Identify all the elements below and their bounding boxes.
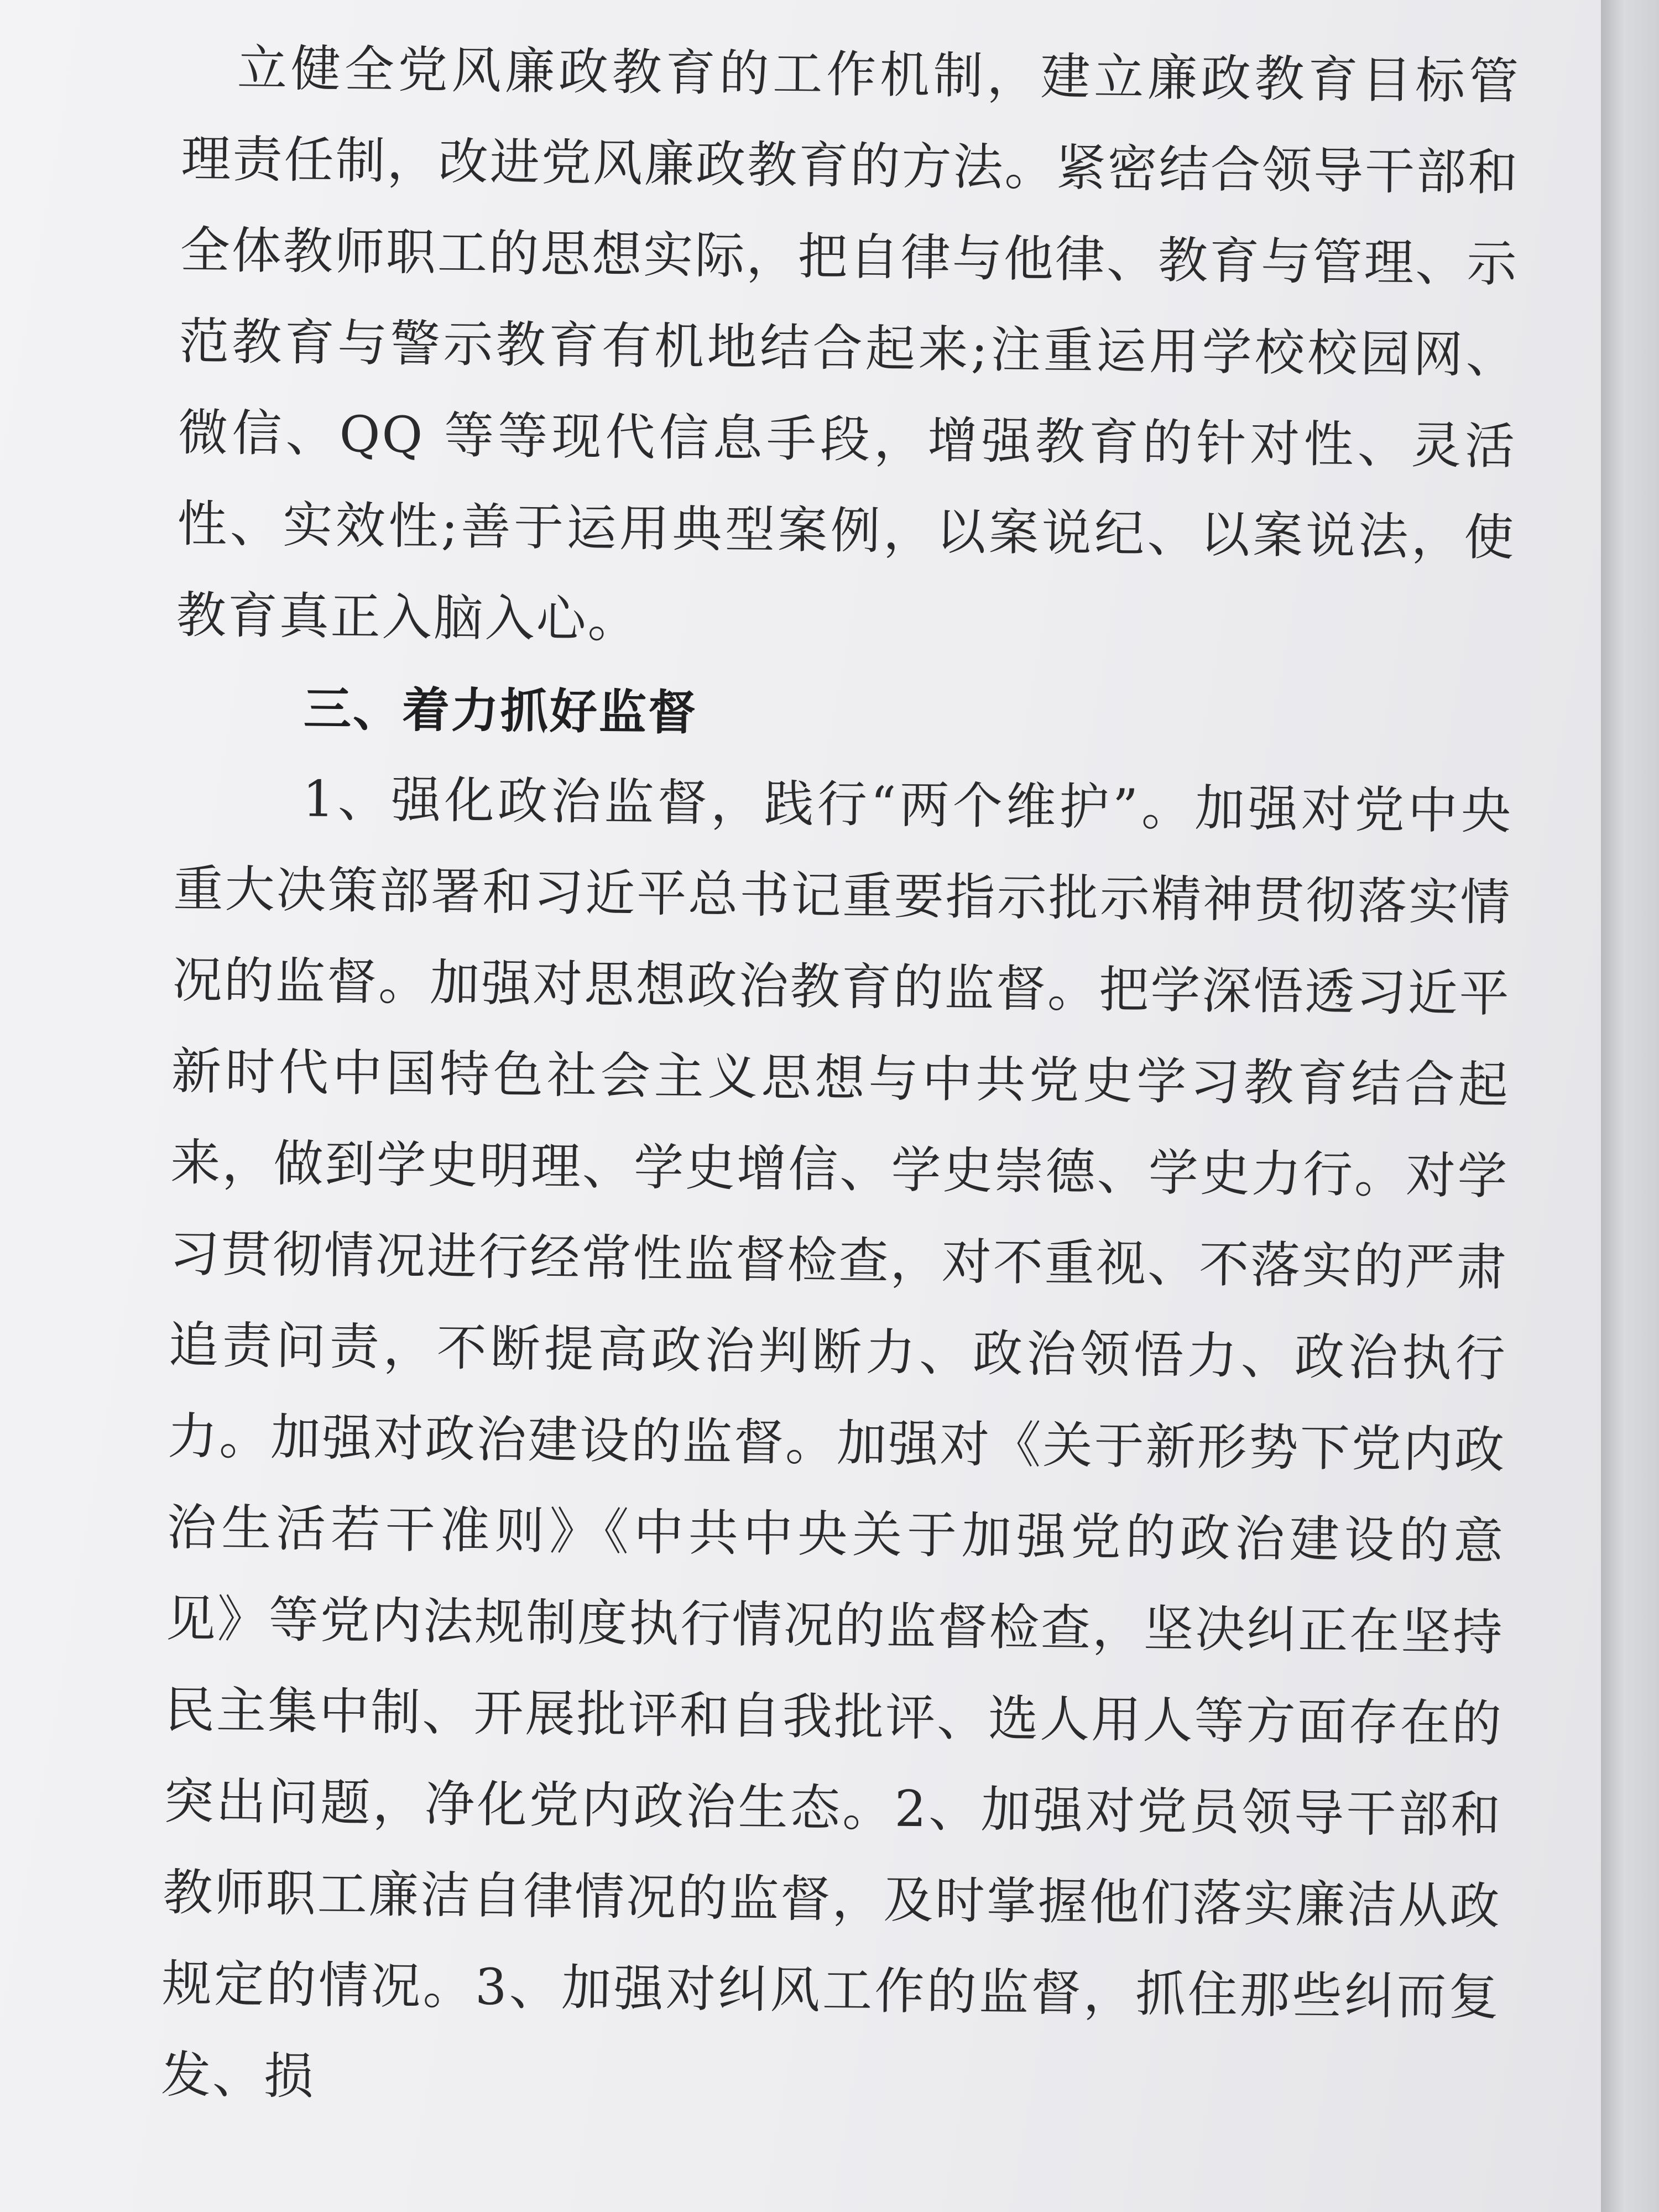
- paragraph-education-mechanism: 立健全党风廉政教育的工作机制，建立廉政教育目标管理责任制，改进党风廉政教育的方法。紧密结合领导干部和全体教师职工的思想实际，把自律与他律、教育与管理、示范教育与警示教育有机地结合起来;注重运用学校校园网、微信、QQ 等等现代信息手段，增强教育的针对性、灵活性、实效性;善于运用典型案例，以案说纪、以案说法，使教育真正入脑入心。: [176, 39, 1521, 649]
- section-heading-supervision: 三、着力抓好监督: [303, 681, 698, 741]
- page-edge-shadow: [1601, 0, 1659, 2212]
- document-body: [160, 22, 1521, 2135]
- paragraph-political-supervision: 1、强化政治监督，践行“两个维护”。加强对党中央重大决策部署和习近平总书记重要指示批示精神贯彻落实情况的监督。加强对思想政治教育的监督。把学深悟透习近平新时代中国特色社会主义思想与中共党史学习教育结合起来，做到学史明理、学史增信、学史崇德、学史力行。对学习贯彻情况进行经常性监督检查，对不重视、不落实的严肃追责问责，不断提高政治判断力、政治领悟力、政治执行力。加强对政治建设的监督。加强对《关于新形势下党内政治生活若干准则》《中共中央关于加强党的政治建设的意见》等党内法规制度执行情况的监督检查，坚决纠正在坚持民主集中制、开展批评和自我批评、选人用人等方面存在的突出问题，净化党内政治生态。2、加强对党员领导干部和教师职工廉洁自律情况的监督，及时掌握他们落实廉洁从政规定的情况。3、加强对纠风工作的监督，抓住那些纠而复发、损: [160, 770, 1513, 2106]
